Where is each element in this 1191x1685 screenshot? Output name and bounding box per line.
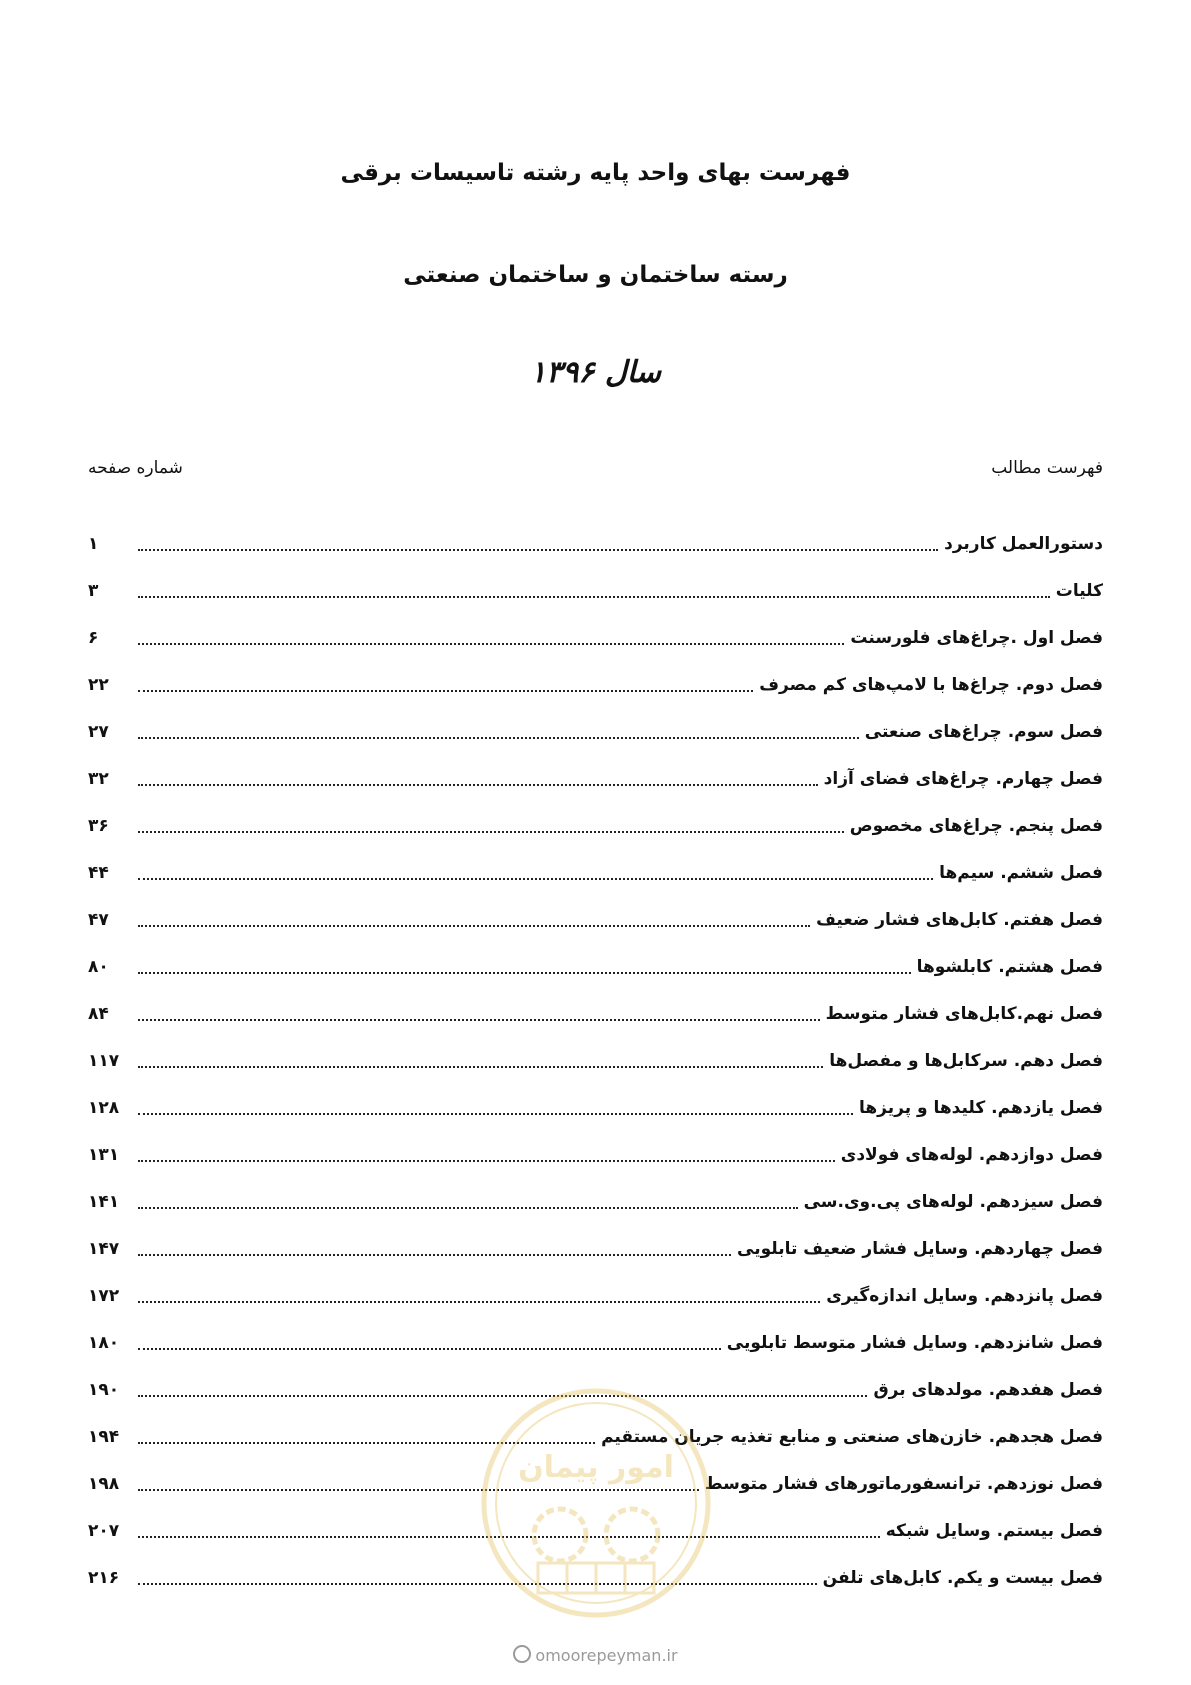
toc-entry-page: ۲۲: [88, 674, 109, 695]
dot-leader: [138, 970, 911, 974]
toc-entry-page: ۲۱۶: [88, 1567, 120, 1588]
dot-leader: [138, 1017, 820, 1021]
toc-heading: فهرست مطالب: [991, 458, 1103, 478]
toc-entry-title: فصل ششم. سیم‌ها: [939, 862, 1103, 883]
toc-entry[interactable]: [88, 1084, 1103, 1131]
toc-entry[interactable]: [88, 755, 1103, 802]
toc-entry[interactable]: [88, 990, 1103, 1037]
dot-leader: [138, 876, 933, 880]
toc-entry-title: فصل چهارم. چراغ‌های فضای آزاد: [823, 768, 1103, 789]
dot-leader: [138, 1346, 721, 1350]
toc-entry[interactable]: [88, 943, 1103, 990]
dot-leader: [138, 782, 818, 786]
toc-entry-title: فصل هجدهم. خازن‌های صنعتی و منابع تغذیه جریان مستقیم: [601, 1426, 1103, 1447]
toc-entry-page: ۴۴: [88, 862, 109, 883]
toc-entry-title: فصل دوم. چراغ‌ها با لامپ‌های کم مصرف: [759, 674, 1103, 695]
watermark-stamp-icon: [478, 1385, 714, 1621]
toc-entry-title: فصل سیزدهم. لوله‌های پی.وی.سی: [803, 1191, 1103, 1212]
watermark-url: [0, 1645, 1191, 1665]
stamp-text: امور پیمان: [518, 1450, 674, 1485]
toc-entry-title: فصل اول .چراغ‌های فلورسنت: [850, 627, 1103, 648]
toc-entry-page: ۳: [88, 580, 99, 601]
toc-entry-page: ۱۲۸: [88, 1097, 120, 1118]
toc-entry[interactable]: [88, 1178, 1103, 1225]
toc-entry-title: فصل چهاردهم. وسایل فشار ضعیف تابلویی: [737, 1238, 1103, 1259]
toc-entry-page: ۳۶: [88, 815, 109, 836]
toc-entry-page: ۱۹۰: [88, 1379, 120, 1400]
toc-entry-page: ۳۲: [88, 768, 109, 789]
toc-entry[interactable]: [88, 1272, 1103, 1319]
toc-entry[interactable]: [88, 661, 1103, 708]
toc-entry-title: فصل بیستم. وسایل شبکه: [885, 1520, 1103, 1541]
toc-entry[interactable]: [88, 1037, 1103, 1084]
toc-entry-page: ۸۴: [88, 1003, 109, 1024]
toc-entry-page: ۶: [88, 627, 99, 648]
dot-leader: [138, 641, 844, 645]
toc-entry[interactable]: [88, 567, 1103, 614]
toc-entry-page: ۱۱۷: [88, 1050, 120, 1071]
dot-leader: [138, 1064, 823, 1068]
toc-entry-title: فصل پنجم. چراغ‌های مخصوص: [849, 815, 1103, 836]
toc-entry-title: فصل هشتم. کابلشوها: [916, 956, 1103, 977]
dot-leader: [138, 1252, 731, 1256]
document-title: فهرست بهای واحد پایه رشته تاسیسات برقی: [340, 160, 851, 186]
dot-leader: [138, 547, 938, 551]
toc-entry-title: فصل سوم. چراغ‌های صنعتی: [864, 721, 1103, 742]
toc-entry-page: ۱۴۱: [88, 1191, 120, 1212]
toc-entry-title: فصل شانزدهم. وسایل فشار متوسط تابلویی: [726, 1332, 1103, 1353]
toc-entry-page: ۸۰: [88, 956, 109, 977]
dot-leader: [138, 923, 810, 927]
page-number-heading: شماره صفحه: [88, 458, 183, 478]
document-year: سال ۱۳۹۶: [530, 355, 661, 390]
toc-entry[interactable]: [88, 802, 1103, 849]
toc-entry-page: ۲۰۷: [88, 1520, 120, 1541]
toc-entry-title: دستورالعمل کاربرد: [944, 533, 1103, 554]
toc-entry[interactable]: [88, 708, 1103, 755]
toc-entry-title: فصل هفدهم. مولدهای برق: [873, 1379, 1103, 1400]
toc-entry-page: ۱: [88, 533, 99, 554]
watermark-url-text: omoorepeyman.ir: [535, 1646, 678, 1665]
dot-leader: [138, 688, 753, 692]
toc-entry-title: کلیات: [1055, 580, 1103, 601]
toc-entry-title: فصل هفتم. کابل‌های فشار ضعیف: [816, 909, 1103, 930]
toc-entry-page: ۱۷۲: [88, 1285, 120, 1306]
toc-entry[interactable]: [88, 1131, 1103, 1178]
dot-leader: [138, 1205, 798, 1209]
toc-entry-title: فصل دهم. سرکابل‌ها و مفصل‌ها: [829, 1050, 1103, 1071]
dot-leader: [138, 735, 859, 739]
toc-entry-page: ۴۷: [88, 909, 109, 930]
toc-entry-page: ۲۷: [88, 721, 109, 742]
toc-entry[interactable]: [88, 896, 1103, 943]
toc-entry-title: فصل نهم.کابل‌های فشار متوسط: [825, 1003, 1103, 1024]
toc-entry[interactable]: [88, 849, 1103, 896]
dot-leader: [138, 594, 1050, 598]
toc-entry-page: ۱۴۷: [88, 1238, 120, 1259]
dot-leader: [138, 1299, 820, 1303]
toc-entry-page: ۱۹۸: [88, 1473, 120, 1494]
toc-entry-title: فصل نوزدهم. ترانسفورماتورهای فشار متوسط: [704, 1473, 1103, 1494]
toc-entry-title: فصل یازدهم. کلیدها و پریزها: [859, 1097, 1103, 1118]
toc-entry-page: ۱۸۰: [88, 1332, 120, 1353]
dot-leader: [138, 829, 844, 833]
toc-entry-title: فصل پانزدهم. وسایل اندازه‌گیری: [826, 1285, 1103, 1306]
toc-header: [88, 458, 1103, 484]
toc-entry-page: ۱۹۴: [88, 1426, 120, 1447]
at-icon: [513, 1645, 531, 1663]
dot-leader: [138, 1111, 853, 1115]
toc-entry-page: ۱۳۱: [88, 1144, 120, 1165]
toc-entry[interactable]: [88, 614, 1103, 661]
toc-entry-title: فصل دوازدهم. لوله‌های فولادی: [840, 1144, 1103, 1165]
document-subtitle: رسته ساختمان و ساختمان صنعتی: [403, 262, 788, 288]
toc-entry[interactable]: [88, 1225, 1103, 1272]
dot-leader: [138, 1158, 835, 1162]
toc-entry-title: فصل بیست و یکم. کابل‌های تلفن: [822, 1567, 1103, 1588]
toc-entry[interactable]: [88, 1319, 1103, 1366]
toc-entry[interactable]: [88, 520, 1103, 567]
